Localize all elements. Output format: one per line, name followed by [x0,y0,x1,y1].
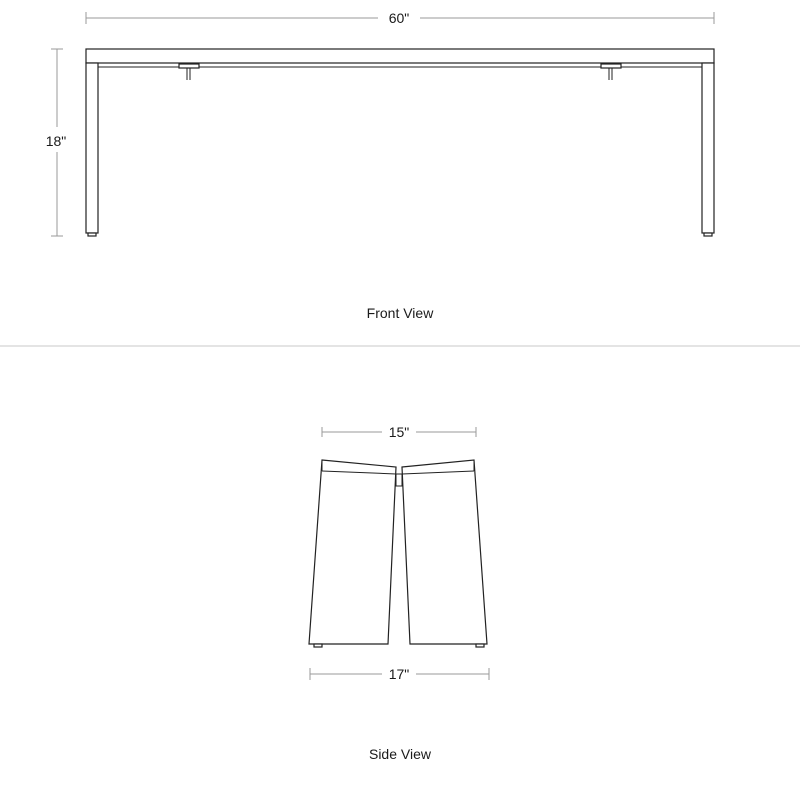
front-right-foot [704,233,712,236]
side-left-foot [314,644,322,647]
front-view-caption: Front View [366,305,434,321]
front-height-label: 18" [45,133,67,149]
side-top-width-dimension [322,424,476,440]
front-width-dimension [86,10,714,26]
side-view [309,424,489,762]
front-left-foot [88,233,96,236]
side-bottom-width-dimension [310,666,489,682]
side-left-half [309,460,396,644]
side-bottom-width-label: 17" [388,666,410,682]
side-bench-drawing [309,460,487,647]
front-view [46,10,714,321]
front-right-bracket [601,64,621,80]
front-bench-top [86,49,714,63]
side-center-joint [396,474,402,486]
side-top-width-label: 15" [388,424,410,440]
side-right-half [402,460,487,644]
front-bench-drawing [86,49,714,236]
front-left-leg [86,63,98,233]
front-height-dimension [46,49,67,236]
side-right-foot [476,644,484,647]
front-left-bracket [179,64,199,80]
side-view-caption: Side View [368,746,432,762]
front-width-label: 60" [388,10,410,26]
front-right-leg [702,63,714,233]
